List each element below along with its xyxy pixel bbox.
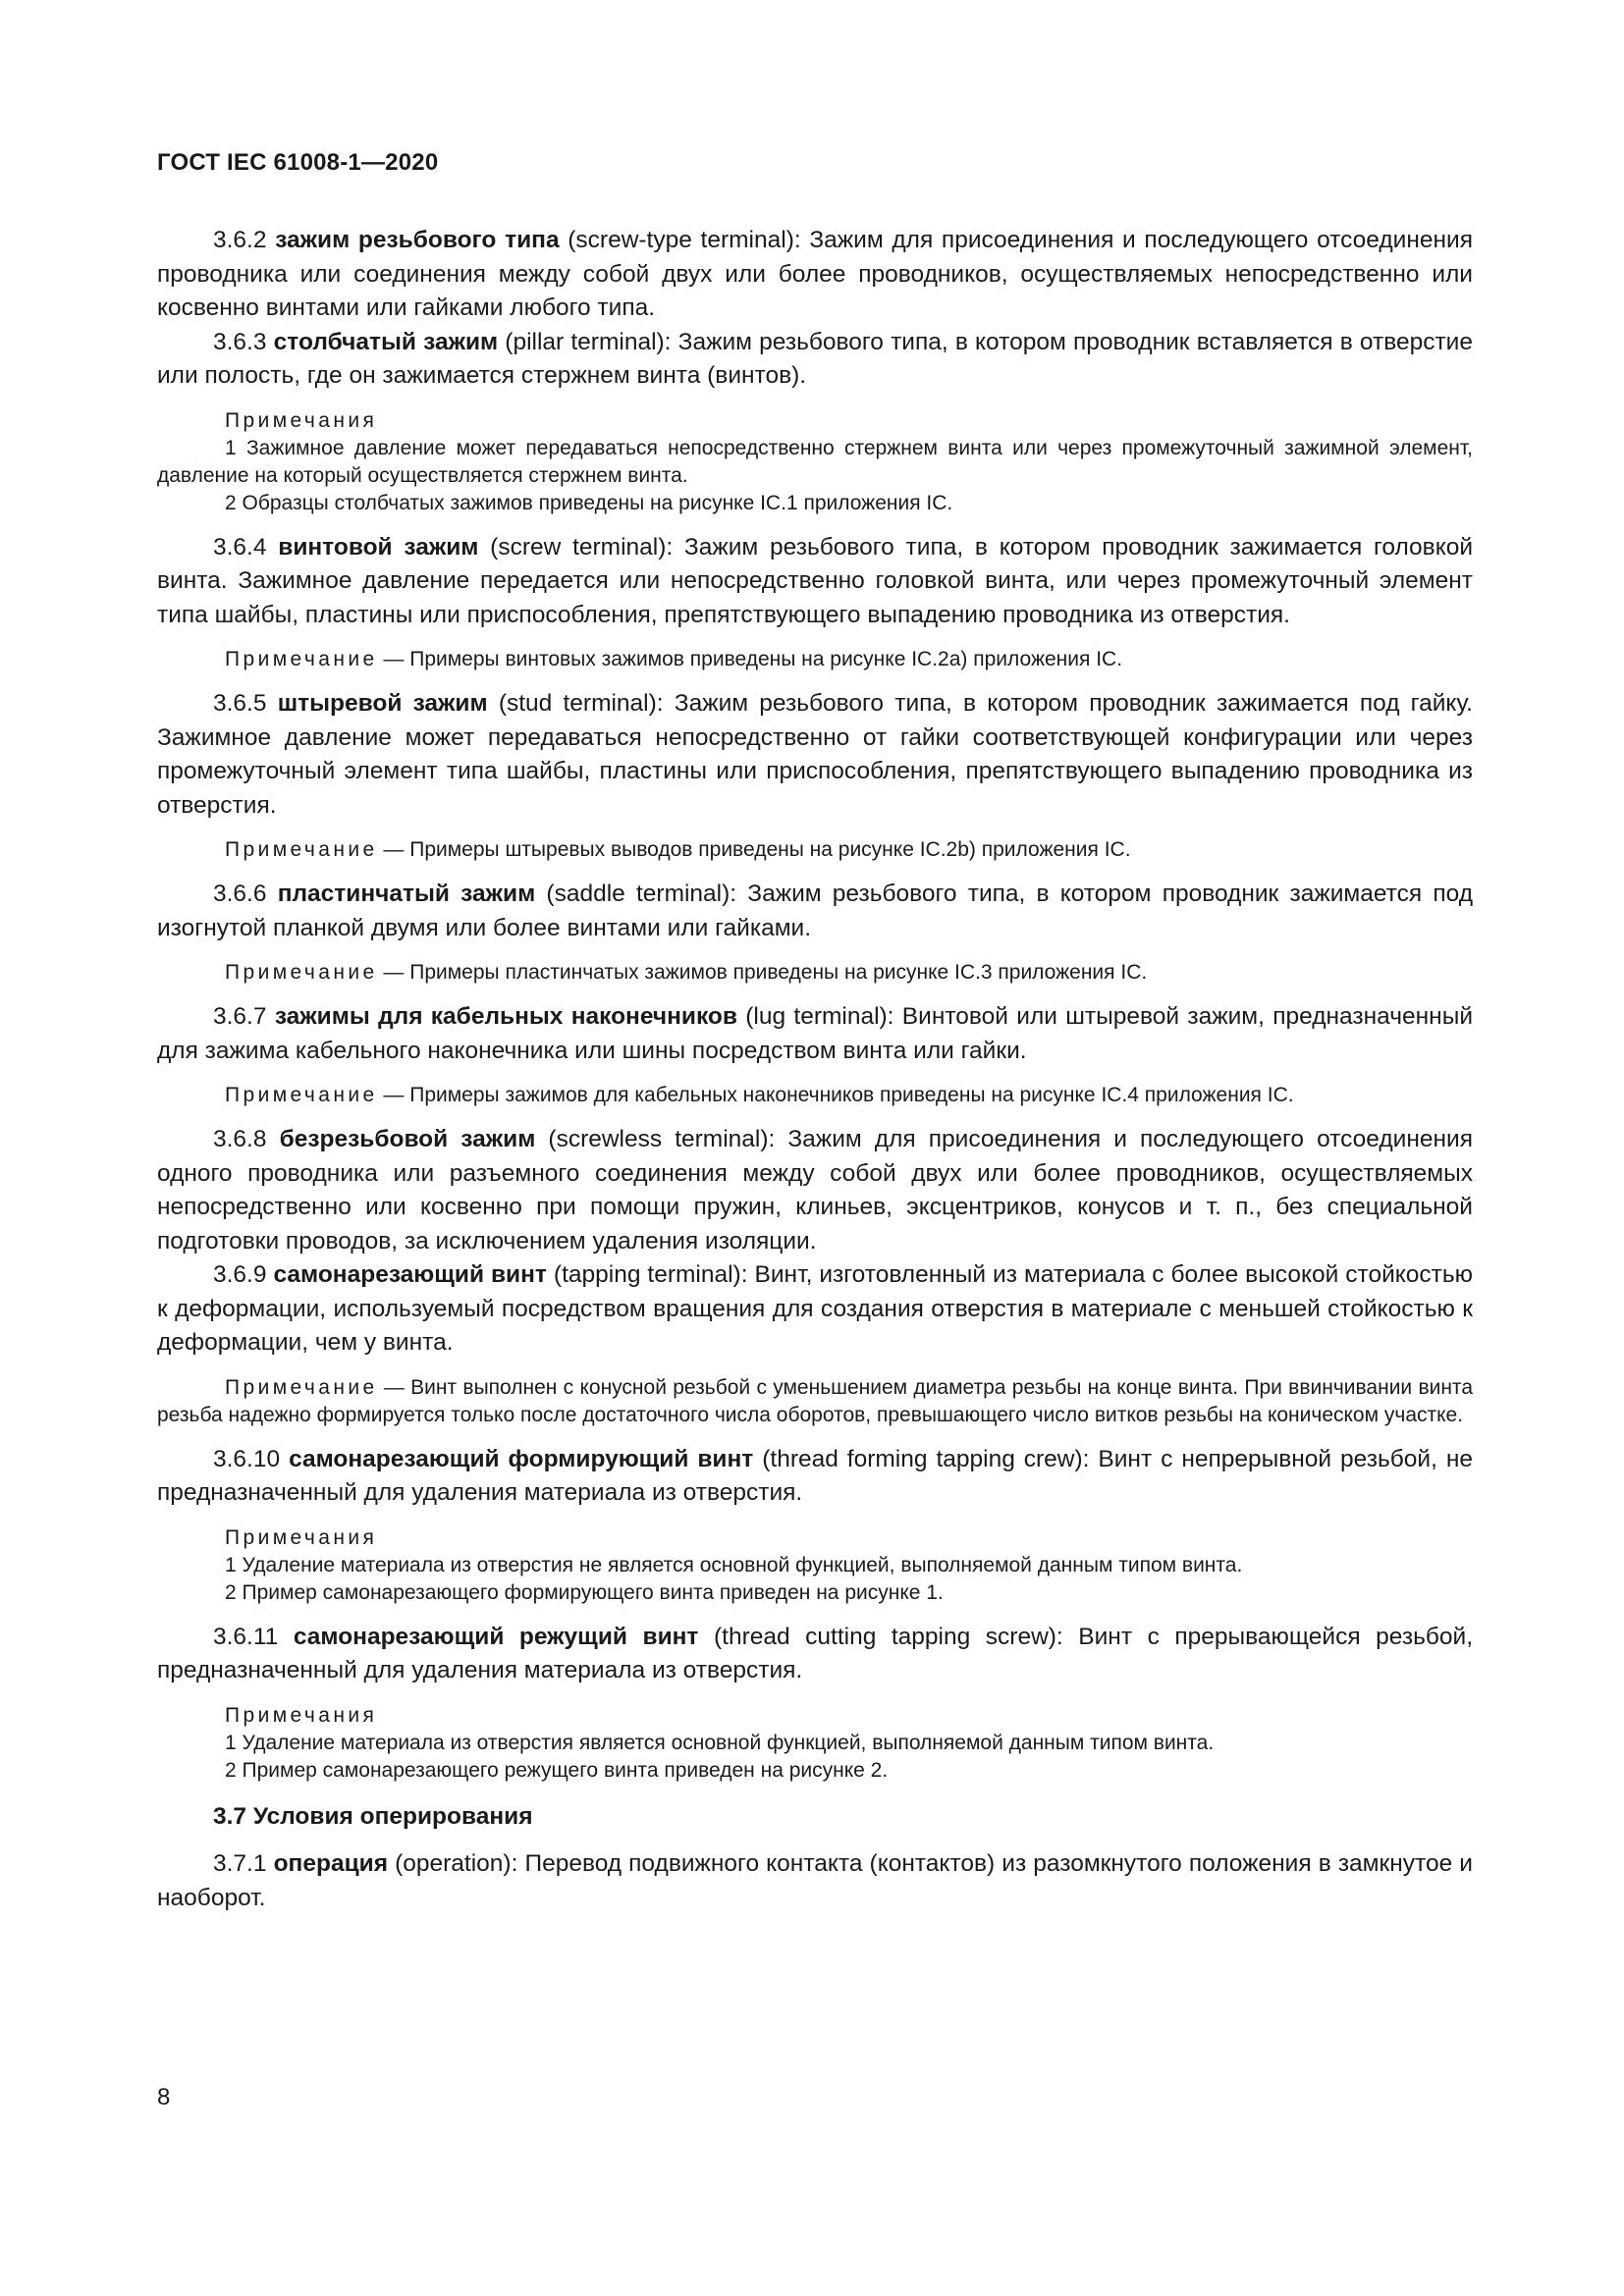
clause-number: 3.6.7: [213, 1003, 275, 1030]
note-heading: Примечание: [225, 648, 378, 670]
clause-number: 3.6.6: [213, 881, 278, 907]
term: операция: [273, 1850, 388, 1877]
note-text: — Примеры зажимов для кабельных наконечников приведены на рисунке IC.4 приложения IC.: [377, 1084, 1294, 1106]
clause-number: 3.6.2: [213, 227, 276, 253]
definition-text: (screw terminal): Зажим резьбового типа, в котором проводник зажимается головкой винта. Зажимное давление передается или непосредственно головкой винта, или через промежуточный элемент типа шайбы, пластины или приспособления, препятствующего выпадению проводника из отверстия.: [157, 533, 1474, 628]
term: пластинчатый зажим: [277, 881, 536, 907]
clause-number: 3.6.4: [213, 533, 279, 561]
clause-number: 3.6.10: [213, 1445, 290, 1472]
notes-heading: Примечания: [225, 408, 378, 432]
note-item: 1 Удаление материала из отверстия не является основной функцией, выполняемой данным типом винта.: [225, 1553, 1243, 1576]
clause-3-6-3: [157, 326, 1473, 394]
note-3-6-7: [157, 1082, 1473, 1109]
term: зажим резьбового типа: [275, 227, 560, 253]
clause-number: 3.7.1: [213, 1850, 274, 1877]
note-text: — Винт выполнен с конусной резьбой с уменьшением диаметра резьбы на конце винта. При ввинчивании винта резьба надежно формируется только после достаточного числа оборотов, превышающего число витков резьбы на коническом участке.: [157, 1375, 1473, 1426]
note-text: — Примеры пластинчатых зажимов приведены на рисунке IC.3 приложения IC.: [377, 961, 1148, 984]
definition-text: (lug terminal): Винтовой или штыревой зажим, предназначенный для зажима кабельного наконечника или шины посредством винта или гайки.: [157, 1003, 1473, 1064]
clause-number: 3.6.3: [213, 328, 274, 355]
note-text: — Примеры винтовых зажимов приведены на рисунке IC.2a) приложения IC.: [377, 648, 1123, 670]
definition-text: (screwless terminal): Зажим для присоединения и последующего отсоединения одного проводника или разъемного соединения между собой двух или более проводников, осуществляемых непосредственно или косвенно при помощи пружин, клиньев, эксцентриков, конусов и т. п., без специальной подготовки проводов, за исключением удаления изоляции.: [157, 1126, 1473, 1255]
clause-3-6-2: [157, 224, 1473, 326]
definition-text: (screw-type terminal): Зажим для присоединения и последующего отсоединения проводника или соединения между собой двух или более проводников, осуществляемых непосредственно или косвенно винтами или гайками любого типа.: [157, 227, 1473, 321]
clause-number: 3.6.9: [213, 1261, 274, 1288]
notes-3-6-11: [157, 1702, 1473, 1785]
definition-text: (thread forming tapping crew): Винт с непрерывной резьбой, не предназначенный для удаления материала из отверстия.: [157, 1445, 1473, 1506]
note-3-6-4: [157, 646, 1473, 673]
clause-3-7-1: [157, 1847, 1473, 1915]
note-heading: Примечание: [225, 1084, 378, 1106]
page-content: [157, 224, 1473, 1915]
term: столбчатый зажим: [273, 328, 499, 355]
note-item: 2 Пример самонарезающего режущего винта приведен на рисунке 2.: [225, 1758, 889, 1782]
clause-3-6-4: [157, 531, 1473, 633]
note-item: 1 Зажимное давление может передаваться непосредственно стержнем винта или через промежуточный зажимной элемент, давление на который осуществляется стержнем винта.: [157, 436, 1473, 487]
definition-text: (operation): Перевод подвижного контакта (контактов) из разомкнутого положения в замкнутое и наоборот.: [157, 1850, 1473, 1911]
clause-3-6-8: [157, 1123, 1473, 1258]
term: самонарезающий режущий винт: [293, 1623, 699, 1650]
clause-3-6-7: [157, 1000, 1473, 1068]
note-text: — Примеры штыревых выводов приведены на рисунке IC.2b) приложения IC.: [377, 838, 1131, 861]
term: зажимы для кабельных наконечников: [274, 1003, 737, 1030]
document-code-header: ГОСТ IEC 61008-1—2020: [157, 149, 439, 176]
clause-number: 3.6.8: [213, 1126, 280, 1152]
definition-text: (tapping terminal): Винт, изготовленный из материала с более высокой стойкостью к деформации, используемый посредством вращения для создания отверстия в материале с меньшей стойкостью к деформации, чем у винта.: [157, 1261, 1473, 1356]
note-item: 1 Удаление материала из отверстия является основной функцией, выполняемой данным типом винта.: [225, 1731, 1215, 1754]
clause-3-6-10: [157, 1443, 1473, 1511]
term: самонарезающий винт: [273, 1261, 547, 1288]
note-heading: Примечание: [225, 838, 378, 861]
clause-3-6-5: [157, 687, 1473, 823]
definition-text: (stud terminal): Зажим резьбового типа, в котором проводник зажимается под гайку. Зажимное давление может передаваться непосредственно от гайки соответствующей конфигурации или через промежуточный элемент типа шайбы, пластины или приспособления, препятствующего выпадению проводника из отверстия.: [157, 690, 1473, 819]
definition-text: (thread cutting tapping screw): Винт с прерывающейся резьбой, предназначенный для удаления материала из отверстия.: [157, 1623, 1473, 1683]
note-heading: Примечание: [225, 1375, 378, 1399]
note-item: 2 Пример самонарезающего формирующего винта приведен на рисунке 1.: [225, 1580, 944, 1604]
note-3-6-9: [157, 1374, 1473, 1429]
note-item: 2 Образцы столбчатых зажимов приведены на рисунке IC.1 приложения IC.: [225, 491, 953, 514]
clause-3-6-6: [157, 878, 1473, 945]
notes-heading: Примечания: [225, 1703, 378, 1727]
notes-3-6-10: [157, 1524, 1473, 1607]
clause-3-6-11: [157, 1621, 1473, 1688]
term: безрезьбовой зажим: [279, 1126, 536, 1152]
note-heading: Примечание: [225, 961, 378, 984]
note-3-6-5: [157, 836, 1473, 864]
notes-heading: Примечания: [225, 1525, 378, 1549]
clause-number: 3.6.5: [213, 690, 278, 717]
page-number: 8: [157, 2084, 171, 2110]
term: штыревой зажим: [277, 690, 488, 717]
section-3-7-heading: 3.7 Условия оперирования: [213, 1802, 533, 1830]
notes-3-6-3: [157, 407, 1473, 517]
clause-number: 3.6.11: [213, 1623, 294, 1650]
clause-3-6-9: [157, 1258, 1473, 1361]
term: самонарезающий формирующий винт: [289, 1445, 754, 1472]
term: винтовой зажим: [278, 533, 479, 561]
definition-text: (pillar terminal): Зажим резьбового типа, в котором проводник вставляется в отверстие или полость, где он зажимается стержнем винта (винтов).: [157, 328, 1473, 389]
definition-text: (saddle terminal): Зажим резьбового типа, в котором проводник зажимается под изогнутой планкой двумя или более винтами или гайками.: [157, 881, 1473, 941]
note-3-6-6: [157, 959, 1473, 987]
